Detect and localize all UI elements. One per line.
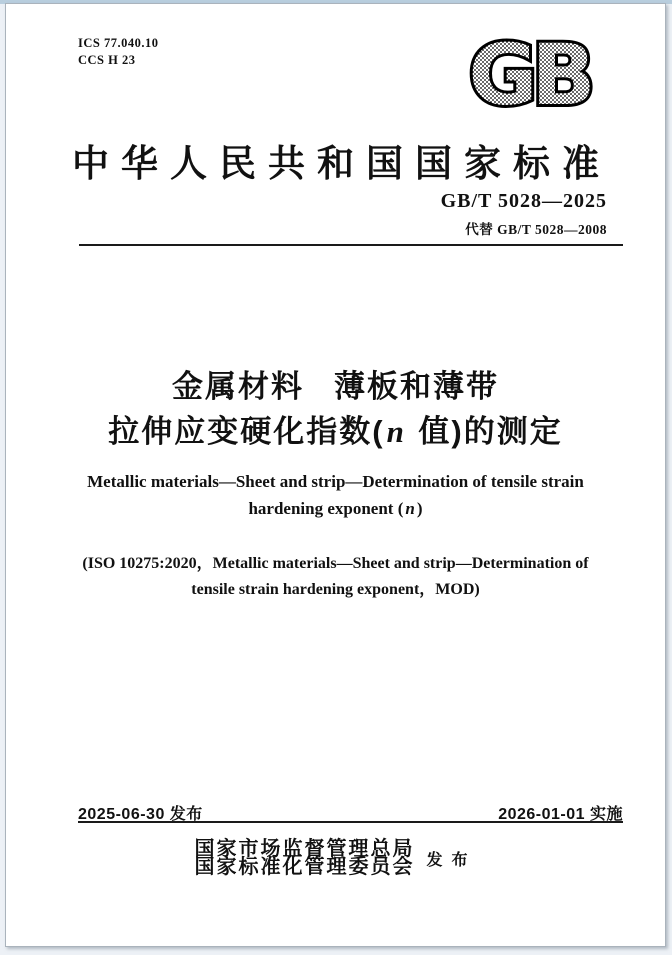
issue-date: 2025-06-30 发布 [78,806,203,823]
publish-label: 发布 [426,851,477,869]
replaced-standard: 代替 GB/T 5028—2008 [465,222,607,237]
chinese-title-line2-pre: 拉伸应变硬化指数( [108,414,385,449]
ics-code: ICS 77.040.10 [78,36,159,50]
english-title-line1: Metallic materials—Sheet and strip—Determination of tensile strain [87,472,584,491]
chinese-title [6,364,665,454]
gb-logo-icon [454,37,600,109]
standard-number: GB/T 5028—2025 [440,190,607,212]
n-symbol-en: n [405,499,415,518]
issuer-line1: 国家市场监督管理总局 [194,838,415,860]
footer-divider-rule [78,821,623,823]
standard-cover-page [5,3,666,947]
iso-adoption-note [6,551,665,603]
chinese-title-line2 [6,409,665,454]
chinese-title-line1-left: 金属材料 [172,369,304,404]
iso-note-line2: tensile strain hardening exponent，MOD) [191,581,480,598]
issuer-names [194,840,414,876]
ccs-code: CCS H 23 [78,53,136,67]
issuer-line2: 国家标准化管理委员会 [194,856,415,878]
standard-number-block [441,190,607,238]
iso-note-line1: (ISO 10275:2020，Metallic materials—Sheet and strip—Determination of [82,555,589,572]
chinese-title-line2-post: 值)的测定 [407,414,563,449]
header-divider-rule [79,244,623,246]
n-symbol: n [386,414,406,449]
english-title [6,468,665,522]
gb-logo [454,37,600,109]
chinese-title-line1-right: 薄板和薄带 [334,369,499,404]
english-title-line2-post: ) [416,499,423,518]
classification-codes [78,35,158,69]
gb-logo-text: GB [468,37,590,109]
national-standard-heading: 中华人民共和国国家标准 [72,144,611,185]
english-title-line2-pre: hardening exponent ( [248,499,404,518]
english-title-line2 [6,495,665,522]
chinese-title-line1 [6,364,665,409]
issuing-bodies [6,840,665,876]
implementation-date: 2026-01-01 实施 [498,806,623,823]
